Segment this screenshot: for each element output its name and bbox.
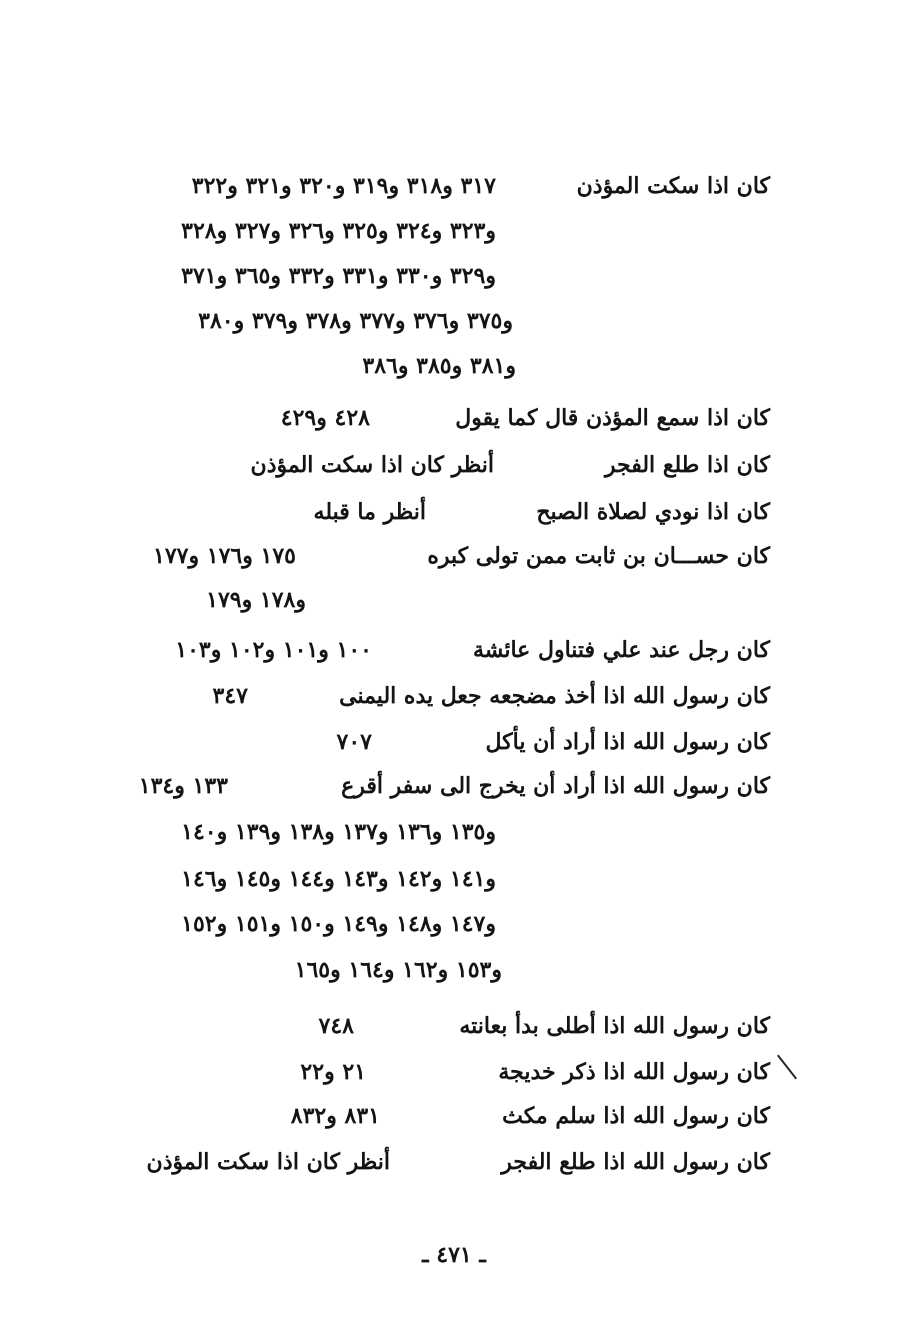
entry-heading: كان رسول الله اذا ذكر خديجة [498, 1059, 770, 1085]
entry-heading: كان رسول الله اذا طلع الفجر [501, 1149, 770, 1175]
entry-continuation: و٣٢٩ و٣٣٠ و٣٣١ و٣٣٢ و٣٦٥ و٣٧١ [181, 263, 496, 289]
entry-continuation: و١٤١ و١٤٢ و١٤٣ و١٤٤ و١٤٥ و١٤٦ [181, 866, 496, 892]
entry-heading: كان رسول الله اذا سلم مكث [502, 1103, 770, 1129]
entry-heading: كان اذا طلع الفجر [604, 452, 770, 478]
entry-continuation: و٣٢٣ و٣٢٤ و٣٢٥ و٣٢٦ و٣٢٧ و٣٢٨ [181, 218, 496, 244]
entry-continuation: و١٣٥ و١٣٦ و١٣٧ و١٣٨ و١٣٩ و١٤٠ [181, 819, 496, 845]
entry-continuation: و١٧٨ و١٧٩ [206, 587, 306, 613]
entry-continuation: و١٥٣ و١٦٢ و١٦٤ و١٦٥ [294, 957, 502, 983]
entry-refs: ٣١٧ و٣١٨ و٣١٩ و٣٢٠ و٣٢١ و٣٢٢ [191, 173, 496, 199]
entry-heading: كان رجل عند علي فتناول عائشة [472, 637, 770, 663]
entry-heading: كان اذا سكت المؤذن [576, 173, 770, 199]
entry-heading: كان اذا نودي لصلاة الصبح [536, 499, 770, 525]
entry-refs: ٨٣١ و٨٣٢ [290, 1103, 380, 1129]
entry-refs: أنظر ما قبله [313, 499, 426, 525]
entry-continuation: و٣٧٥ و٣٧٦ و٣٧٧ و٣٧٨ و٣٧٩ و٣٨٠ [198, 308, 513, 334]
entry-heading: كان رسول الله اذا أخذ مضجعه جعل يده اليمنى [339, 683, 770, 709]
entry-refs: ١٠٠ و١٠١ و١٠٢ و١٠٣ [175, 637, 372, 663]
entry-heading: كان حســـان بن ثابت ممن تولى كبره [427, 543, 770, 569]
entry-heading: كان رسول الله اذا أراد أن يخرج الى سفر أقرع [341, 773, 770, 799]
page-number: ـ ٤٧١ ـ [422, 1242, 486, 1268]
entry-refs: ١٣٣ و١٣٤ [138, 773, 228, 799]
entry-refs: أنظر كان اذا سكت المؤذن [146, 1149, 390, 1175]
entry-heading: كان رسول الله اذا أراد أن يأكل [485, 729, 770, 755]
entry-heading: كان رسول الله اذا أطلى بدأ بعانته [459, 1013, 770, 1039]
entry-refs: ٤٢٨ و٤٢٩ [280, 405, 370, 431]
entry-refs: أنظر كان اذا سكت المؤذن [250, 452, 494, 478]
entry-refs: ٧٠٧ [336, 729, 372, 755]
margin-mark [777, 1055, 797, 1080]
entry-continuation: و١٤٧ و١٤٨ و١٤٩ و١٥٠ و١٥١ و١٥٢ [181, 911, 496, 937]
entry-refs: ١٧٥ و١٧٦ و١٧٧ [153, 543, 296, 569]
entry-refs: ٧٤٨ [318, 1013, 354, 1039]
entry-refs: ٢١ و٢٢ [300, 1059, 366, 1085]
entry-refs: ٣٤٧ [212, 683, 248, 709]
entry-heading: كان اذا سمع المؤذن قال كما يقول [455, 405, 770, 431]
entry-continuation: و٣٨١ و٣٨٥ و٣٨٦ [362, 353, 516, 379]
